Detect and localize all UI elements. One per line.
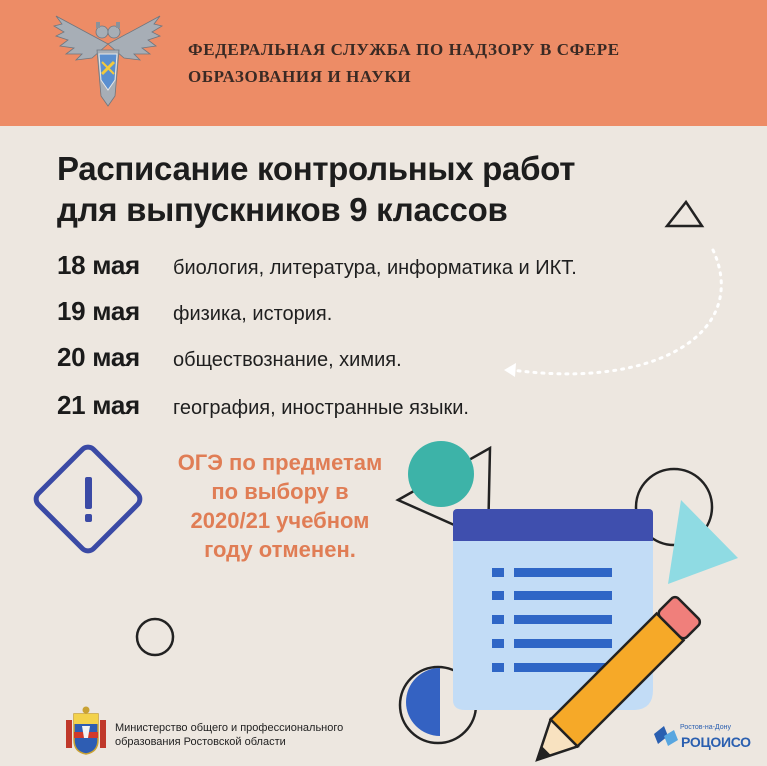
note-line: 2020/21 учебном — [190, 508, 370, 533]
teal-circle-shape — [408, 441, 474, 507]
small-circle-outline-shape — [137, 619, 173, 655]
brand-city: Ростов-на-Дону — [680, 724, 731, 731]
schedule-row — [57, 390, 469, 421]
ministry-line-1: Министерство общего и профессионального — [115, 722, 344, 734]
page-title — [57, 148, 575, 230]
ministry-caption — [115, 721, 343, 749]
rocoiso-logo-icon — [652, 724, 680, 750]
schedule-date: 18 мая — [57, 250, 140, 280]
schedule-date: 21 мая — [57, 390, 140, 420]
rostov-coat-of-arms-icon — [64, 706, 108, 756]
warning-diamond-icon — [33, 444, 143, 554]
schedule-subjects: обществознание, химия. — [173, 349, 402, 371]
schedule-row — [57, 296, 332, 327]
schedule-row — [57, 342, 402, 373]
schedule-subjects: биология, литература, информатика и ИКТ. — [173, 257, 577, 279]
schedule-subjects: география, иностранные языки. — [173, 397, 469, 419]
ministry-line-2: образования Ростовской области — [115, 736, 286, 748]
brand-name: РОЦОИСО — [681, 734, 751, 750]
schedule-subjects: физика, история. — [173, 303, 333, 325]
org-line-2: ОБРАЗОВАНИЯ И НАУКИ — [188, 67, 412, 86]
note-line: году отменен. — [204, 537, 356, 562]
schedule-date: 19 мая — [57, 296, 140, 326]
cyan-triangle-shape — [668, 500, 738, 584]
schedule-row — [57, 250, 577, 281]
schedule-date: 20 мая — [57, 342, 140, 372]
org-line-1: ФЕДЕРАЛЬНАЯ СЛУЖБА ПО НАДЗОРУ В СФЕРЕ — [188, 40, 620, 59]
note-line: ОГЭ по предметам — [177, 450, 383, 475]
arrow-head-shape — [504, 363, 516, 377]
title-line-1: Расписание контрольных работ — [57, 150, 576, 187]
exam-cancelled-note — [170, 448, 390, 564]
note-line: по выбору в — [211, 479, 349, 504]
triangle-outline-shape — [667, 202, 702, 226]
title-line-2: для выпускников 9 классов — [57, 191, 508, 228]
